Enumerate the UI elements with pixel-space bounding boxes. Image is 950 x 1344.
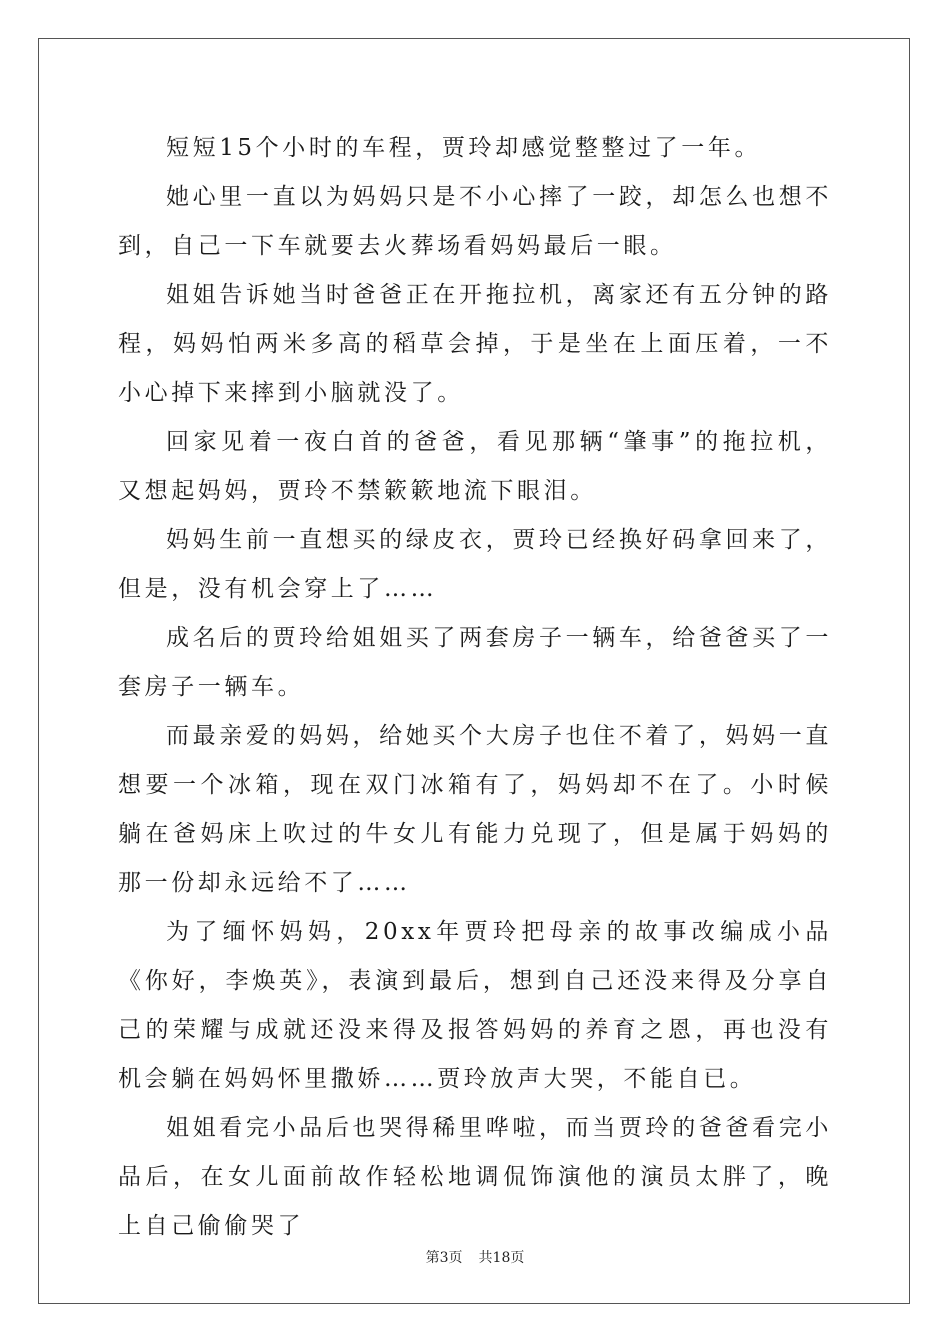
paragraph: 为了缅怀妈妈，20xx年贾玲把母亲的故事改编成小品《你好，李焕英》，表演到最后，想到自己还没来得及分享自己的荣耀与成就还没来得及报答妈妈的养育之恩，再也没有机会躺在妈妈怀里撒娇……贾玲放声大哭，不能自已。	[118, 919, 832, 1092]
paragraph: 短短15个小时的车程，贾玲却感觉整整过了一年。	[166, 135, 762, 161]
paragraph: 妈妈生前一直想买的绿皮衣，贾玲已经换好码拿回来了，但是，没有机会穿上了……	[118, 527, 832, 602]
paragraph: 她心里一直以为妈妈只是不小心摔了一跤，却怎么也想不到，自己一下车就要去火葬场看妈妈最后一眼。	[118, 184, 832, 259]
paragraph: 成名后的贾玲给姐姐买了两套房子一辆车，给爸爸买了一套房子一辆车。	[118, 625, 832, 700]
paragraph: 回家见着一夜白首的爸爸，看见那辆“肇事”的拖拉机，又想起妈妈，贾玲不禁簌簌地流下眼泪。	[118, 429, 832, 504]
paragraph: 姐姐告诉她当时爸爸正在开拖拉机，离家还有五分钟的路程，妈妈怕两米多高的稻草会掉，于是坐在上面压着，一不小心掉下来摔到小脑就没了。	[118, 282, 832, 406]
paragraph: 姐姐看完小品后也哭得稀里哗啦，而当贾玲的爸爸看完小品后，在女儿面前故作轻松地调侃饰演他的演员太胖了，晚上自己偷偷哭了	[118, 1115, 832, 1239]
page-number: 第3页	[425, 1250, 463, 1266]
page-footer	[0, 1248, 950, 1268]
page-total: 共18页	[478, 1250, 525, 1266]
document-body	[118, 124, 832, 1251]
paragraph: 而最亲爱的妈妈，给她买个大房子也住不着了，妈妈一直想要一个冰箱，现在双门冰箱有了，妈妈却不在了。小时候躺在爸妈床上吹过的牛女儿有能力兑现了，但是属于妈妈的那一份却永远给不了……	[118, 723, 832, 896]
